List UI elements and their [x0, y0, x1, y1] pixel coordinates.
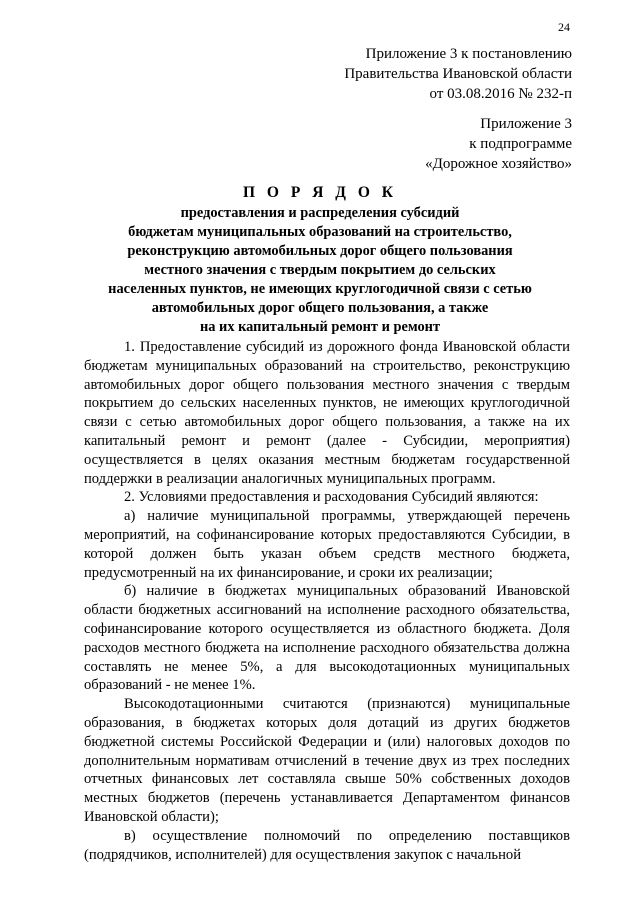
document-body: [84, 338, 570, 864]
appendix-main-line: от 03.08.2016 № 232-п: [429, 86, 572, 102]
appendix-main-line: Правительства Ивановской области: [344, 66, 572, 82]
appendix-reference-main: [344, 44, 572, 104]
paragraph-1: 1. Предоставление субсидий из дорожного фонда Ивановской области бюджетам муниципальных образований на строительство, реконструкцию автомобильных дорог общего пользования местного значения с твердым покрытием до сельских населенных пунктов, не имеющих круглогодичной связи с сетью автомобильных дорог общего пользования, а также на их капитальный ремонт и ремонт (далее - Субсидии, мероприятия) осуществляется в целях оказания местным бюджетам государственной поддержки в реализации аналогичных муниципальных программ.: [84, 339, 570, 487]
subtitle-line: автомобильных дорог общего пользования, а также: [151, 300, 489, 316]
page-number: 24: [558, 20, 570, 34]
document-subtitle: [60, 204, 580, 337]
paragraph-2: 2. Условиями предоставления и расходования Субсидий являются:: [124, 489, 539, 506]
paragraph-2a: а) наличие муниципальной программы, утверждающей перечень мероприятий, на софинансирование которых предоставляются Субсидии, в которой должен быть указан объем средств местного бюджета, предусмотренный на их финансирование, и сроки их реализации;: [84, 508, 570, 581]
appendix-reference-subprogram: [425, 114, 572, 174]
subtitle-line: реконструкцию автомобильных дорог общего пользования: [127, 243, 513, 259]
subtitle-line: бюджетам муниципальных образований на строительство,: [128, 224, 512, 240]
appendix-main-line: Приложение 3 к постановлению: [365, 46, 572, 62]
subtitle-line: местного значения с твердым покрытием до сельских: [144, 262, 496, 278]
subtitle-line: на их капитальный ремонт и ремонт: [199, 319, 441, 335]
document-title: П О Р Я Д О К: [243, 184, 397, 201]
appendix-sub-line: Приложение 3: [480, 116, 572, 132]
paragraph-2c: в) осуществление полномочий по определению поставщиков (подрядчиков, исполнителей) для осуществления закупок с начальной: [84, 827, 570, 863]
appendix-sub-line: «Дорожное хозяйство»: [425, 156, 572, 172]
paragraph-high-subsidy: Высокодотационными считаются (признаются) муниципальные образования, в бюджетах которых доля дотаций из других бюджетов бюджетной системы Российской Федерации и (или) налоговых доходов по дополнительным нормативам отчислений в течение двух из трех последних отчетных финансовых лет составляла свыше 50% собственных доходов местных бюджетов (перечень устанавливается Департаментом финансов Ивановской области);: [84, 696, 570, 825]
appendix-sub-line: к подпрограмме: [469, 136, 572, 152]
subtitle-line: населенных пунктов, не имеющих круглогодичной связи с сетью: [108, 281, 532, 297]
subtitle-line: предоставления и распределения субсидий: [180, 205, 460, 221]
paragraph-2b: б) наличие в бюджетах муниципальных образований Ивановской области бюджетных ассигнований на исполнение расходного обязательства, софинансирование которого осуществляется из областного бюджета. Доля расходов местного бюджета на исполнение расходного обязательства должна составлять не менее 5%, а для высокодотационных муниципальных образований - не менее 1%.: [84, 583, 570, 694]
